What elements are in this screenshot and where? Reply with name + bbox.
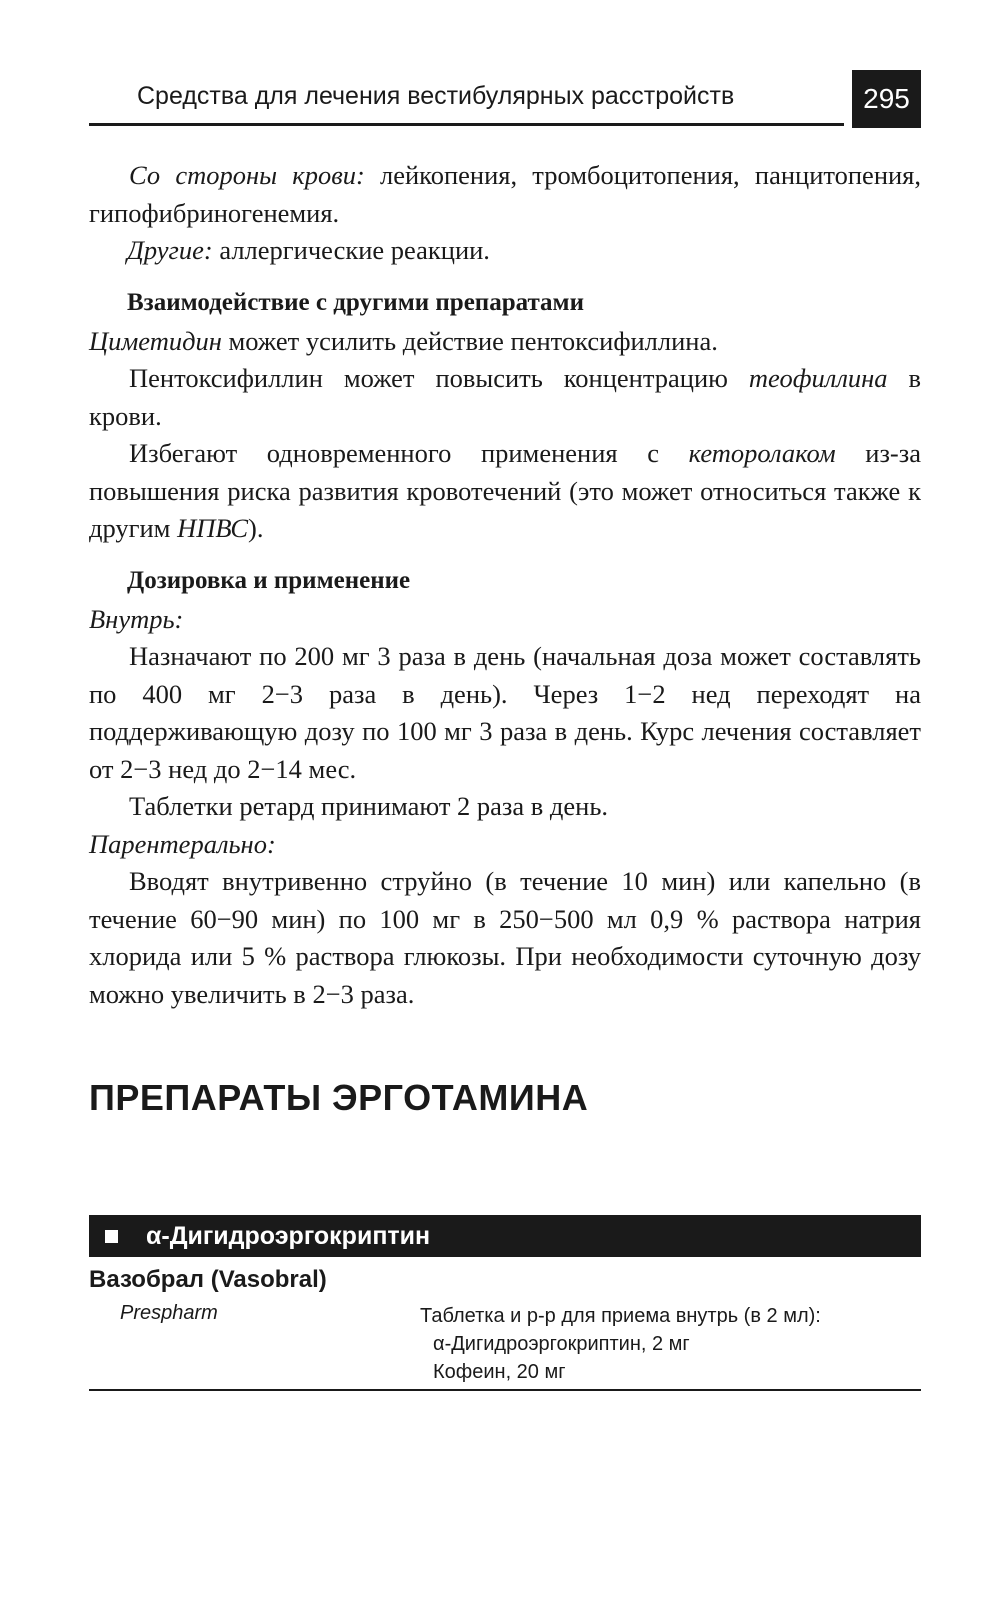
interaction-mid-3: из-за повышения риска развития кровотечений (это может относиться также к другим [89, 438, 921, 543]
blood-effects-text: лейкопения, тромбоцитопения, панцитопения, гипофибриногенемия. [89, 160, 921, 228]
other-effects-paragraph [89, 232, 921, 270]
page-number: 295 [852, 70, 921, 128]
other-effects-text: аллергические реакции. [212, 235, 490, 265]
interaction-paragraph-3 [89, 435, 921, 548]
ingredient-item: α-Дигидроэргокриптин, 2 мг [433, 1333, 690, 1355]
other-effects-label: Другие: [127, 235, 213, 265]
ingredient-item: Кофеин, 20 мг [433, 1361, 566, 1383]
product-name: Вазобрал (Vasobral) [89, 1266, 327, 1293]
square-bullet-icon [105, 1230, 118, 1243]
header-title: Средства для лечения вестибулярных расстройств [137, 82, 735, 110]
product-form: Таблетка и р-р для приема внутрь (в 2 мл): [420, 1305, 821, 1327]
blood-effects-paragraph [89, 157, 921, 232]
oral-paragraph-1: Назначают по 200 мг 3 раза в день (начальная доза может составлять по 400 мг 2−3 раза в день). Через 1−2 нед переходят на поддерживающую дозу по 100 мг 3 раза в день. Курс лечения составляет от 2−3 нед до 2−14 мес. [89, 641, 921, 784]
interaction-paragraph-1 [89, 323, 921, 361]
blood-effects-label: Со стороны крови: [129, 160, 365, 190]
running-header [89, 70, 921, 130]
parenteral-label: Парентерально: [89, 828, 276, 859]
interaction-drug-theophylline: теофиллина [748, 363, 888, 393]
product-composition [420, 1302, 821, 1386]
interaction-drug-nsaid: НПВС [177, 513, 248, 543]
oral-paragraph-2: Таблетки ретард принимают 2 раза в день. [129, 791, 609, 821]
substance-bar [89, 1215, 921, 1257]
interaction-tail-2: в крови. [89, 363, 921, 431]
interaction-drug-ketorolac: кеторолаком [688, 438, 836, 468]
entry-bottom-rule [89, 1389, 921, 1391]
interaction-tail-3: ). [248, 513, 264, 543]
oral-label: Внутрь: [89, 603, 184, 634]
dosage-heading: Дозировка и применение [127, 566, 411, 594]
body-text [89, 157, 921, 1013]
interactions-heading: Взаимодействие с другими препаратами [127, 288, 584, 316]
header-rule [89, 123, 844, 126]
section-title: ПРЕПАРАТЫ ЭРГОТАМИНА [89, 1077, 589, 1118]
parenteral-paragraph: Вводят внутривенно струйно (в течение 10 мин) или капельно (в течение 60−90 мин) по 100 мг в 250−500 мл 0,9 % раствора натрия хлорида или 5 % раствора глюкозы. При необходимости суточную дозу можно увеличить в 2−3 раза. [89, 866, 921, 1009]
interaction-text-2: Пентоксифиллин может повысить концентрацию [129, 363, 749, 393]
interaction-text-3: Избегают одновременного применения с [129, 438, 689, 468]
interaction-text-1: может усилить действие пентоксифиллина. [221, 325, 718, 356]
substance-label: α-Дигидроэргокриптин [146, 1222, 431, 1250]
interaction-drug-cimetidine: Циметидин [89, 325, 222, 356]
product-manufacturer: Prespharm [120, 1302, 218, 1324]
interaction-paragraph-2 [89, 360, 921, 435]
